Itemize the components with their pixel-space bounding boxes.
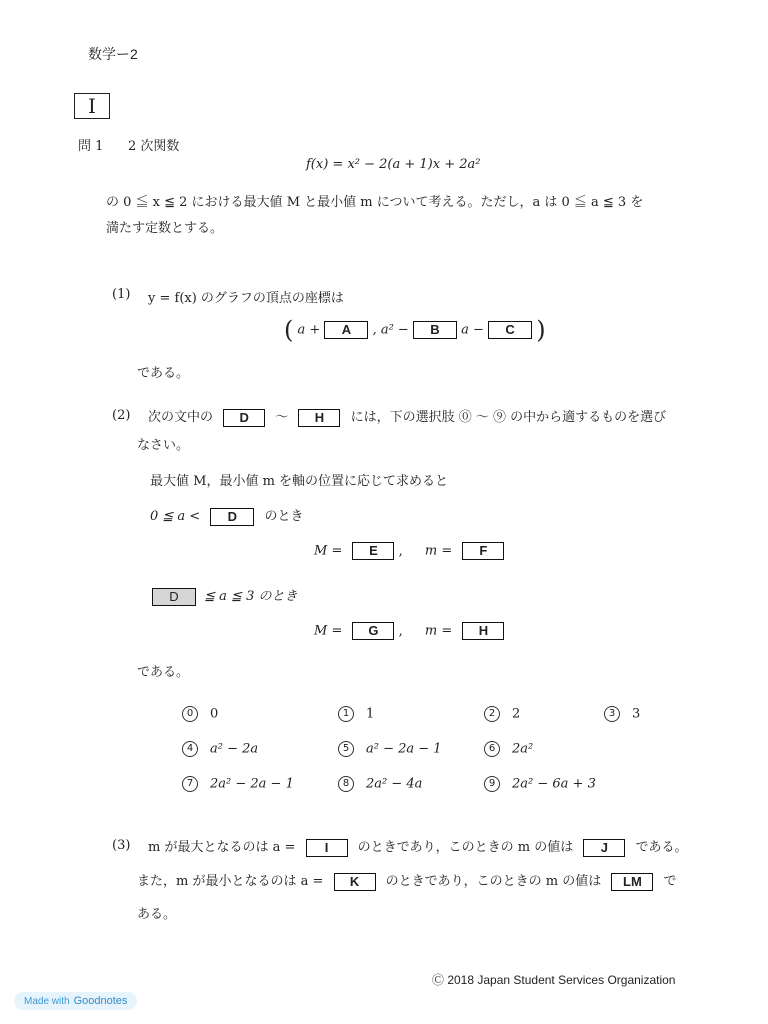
part3-l1-a: m が最大となるのは a = — [148, 840, 296, 855]
answer-box-h[interactable]: H — [462, 622, 504, 640]
part2-line2: なさい。 — [137, 438, 190, 453]
choice-value-9: 2a² − 6a + 3 — [512, 776, 596, 792]
answer-box-lm[interactable]: LM — [611, 873, 653, 891]
answer-box-e[interactable]: E — [352, 542, 394, 560]
choice-marker-4: 4 — [182, 741, 198, 757]
choice-marker-3: 3 — [604, 706, 620, 722]
choice-value-7: 2a² − 2a − 1 — [210, 776, 294, 792]
case1-condition — [150, 505, 304, 526]
question-intro: 2 次関数 — [128, 139, 180, 154]
part3-l1-c: である。 — [635, 840, 688, 855]
choice-value-6: 2a² — [512, 741, 534, 757]
part2-number: (2) — [112, 408, 131, 423]
function-formula: f(x) = x² − 2(a + 1)x + 2a² — [306, 157, 481, 172]
part1-text: y = f(x) のグラフの頂点の座標は — [148, 291, 344, 306]
case1-results — [314, 542, 504, 560]
answer-box-g[interactable]: G — [352, 622, 394, 640]
vertex-y-mid: a − — [461, 322, 484, 338]
answer-box-d[interactable]: D — [210, 508, 254, 526]
part2-instruction-post: には，下の選択肢 ⓪ 〜 ⑨ の中から適するものを選び — [350, 410, 667, 425]
choice-marker-8: 8 — [338, 776, 354, 792]
condition-line-2: 満たす定数とする。 — [106, 221, 224, 236]
max-label: M = — [314, 543, 343, 559]
part1-number: (1) — [112, 287, 131, 302]
question-label: 問 1 — [78, 139, 104, 154]
choice-marker-5: 5 — [338, 741, 354, 757]
choice-2 — [484, 706, 520, 722]
badge-brand: Goodnotes — [73, 995, 128, 1007]
vertex-x-prefix: a + — [297, 322, 321, 338]
paren-close: ) — [536, 316, 546, 344]
part3-l2-c: で — [663, 874, 677, 889]
paren-open: ( — [284, 316, 294, 344]
part2-instruction — [148, 406, 666, 427]
min-label-2: m = — [424, 623, 453, 639]
reference-box-d: D — [152, 588, 196, 606]
page-subject: 数学ー2 — [88, 46, 138, 62]
answer-box-f[interactable]: F — [462, 542, 504, 560]
choice-value-5: a² − 2a − 1 — [366, 741, 442, 757]
case2-post: ≦ a ≦ 3 のとき — [204, 589, 298, 604]
choice-marker-6: 6 — [484, 741, 500, 757]
results-comma-2: , — [398, 623, 403, 639]
part3-l2-a: また，m が最小となるのは a = — [137, 874, 324, 889]
case2-results — [314, 622, 504, 640]
part3-l2-b: のときであり，このときの m の値は — [385, 874, 602, 889]
answer-box-j[interactable]: J — [583, 839, 625, 857]
choice-marker-7: 7 — [182, 776, 198, 792]
part2-line3: 最大値 M，最小値 m を軸の位置に応じて求めると — [150, 474, 449, 489]
choice-1 — [338, 706, 374, 722]
choice-value-4: a² − 2a — [210, 741, 259, 757]
choice-value-0: 0 — [210, 706, 219, 722]
condition-line-1: の 0 ≦ x ≦ 2 における最大値 M と最小値 m について考える。ただし，a は 0 ≦ a ≦ 3 を — [106, 195, 644, 210]
answer-box-i[interactable]: I — [306, 839, 348, 857]
vertex-expression — [284, 316, 546, 344]
part3-line2 — [137, 870, 677, 891]
goodnotes-badge — [14, 992, 137, 1010]
choice-9 — [484, 776, 596, 792]
part2-instruction-pre: 次の文中の — [148, 410, 214, 425]
part3-l1-b: のときであり，このときの m の値は — [357, 840, 574, 855]
choice-0 — [182, 706, 218, 722]
section-number: I — [74, 93, 110, 119]
part3-line3: ある。 — [137, 907, 177, 922]
results-comma: , — [398, 543, 403, 559]
choice-8 — [338, 776, 422, 792]
copyright: Ⓒ 2018 Japan Student Services Organization — [432, 973, 676, 987]
answer-box-c[interactable]: C — [488, 321, 532, 339]
choice-value-2: 2 — [512, 706, 521, 722]
vertex-y-prefix: , a² − — [372, 322, 409, 338]
case2-condition — [152, 585, 297, 606]
part1-ending: である。 — [137, 366, 190, 381]
choice-4 — [182, 741, 258, 757]
choice-marker-9: 9 — [484, 776, 500, 792]
answer-box-a[interactable]: A — [324, 321, 368, 339]
min-label: m = — [424, 543, 453, 559]
part3-line1 — [148, 836, 688, 857]
choice-7 — [182, 776, 294, 792]
badge-prefix: Made with — [24, 996, 70, 1007]
answer-box-h-ref[interactable]: H — [298, 409, 340, 427]
choice-value-8: 2a² − 4a — [366, 776, 423, 792]
choice-marker-2: 2 — [484, 706, 500, 722]
part2-tilde: 〜 — [275, 410, 289, 425]
choice-value-3: 3 — [632, 706, 641, 722]
choice-6 — [484, 741, 533, 757]
part2-ending: である。 — [137, 665, 190, 680]
choice-5 — [338, 741, 442, 757]
answer-box-k[interactable]: K — [334, 873, 376, 891]
choice-3 — [604, 706, 640, 722]
choice-marker-1: 1 — [338, 706, 354, 722]
answer-box-d-ref[interactable]: D — [223, 409, 265, 427]
max-label-2: M = — [314, 623, 343, 639]
case1-pre: 0 ≦ a < — [150, 509, 201, 524]
part3-number: (3) — [112, 838, 131, 853]
case1-post: のとき — [264, 509, 304, 524]
choice-marker-0: 0 — [182, 706, 198, 722]
choice-value-1: 1 — [366, 706, 375, 722]
answer-box-b[interactable]: B — [413, 321, 457, 339]
